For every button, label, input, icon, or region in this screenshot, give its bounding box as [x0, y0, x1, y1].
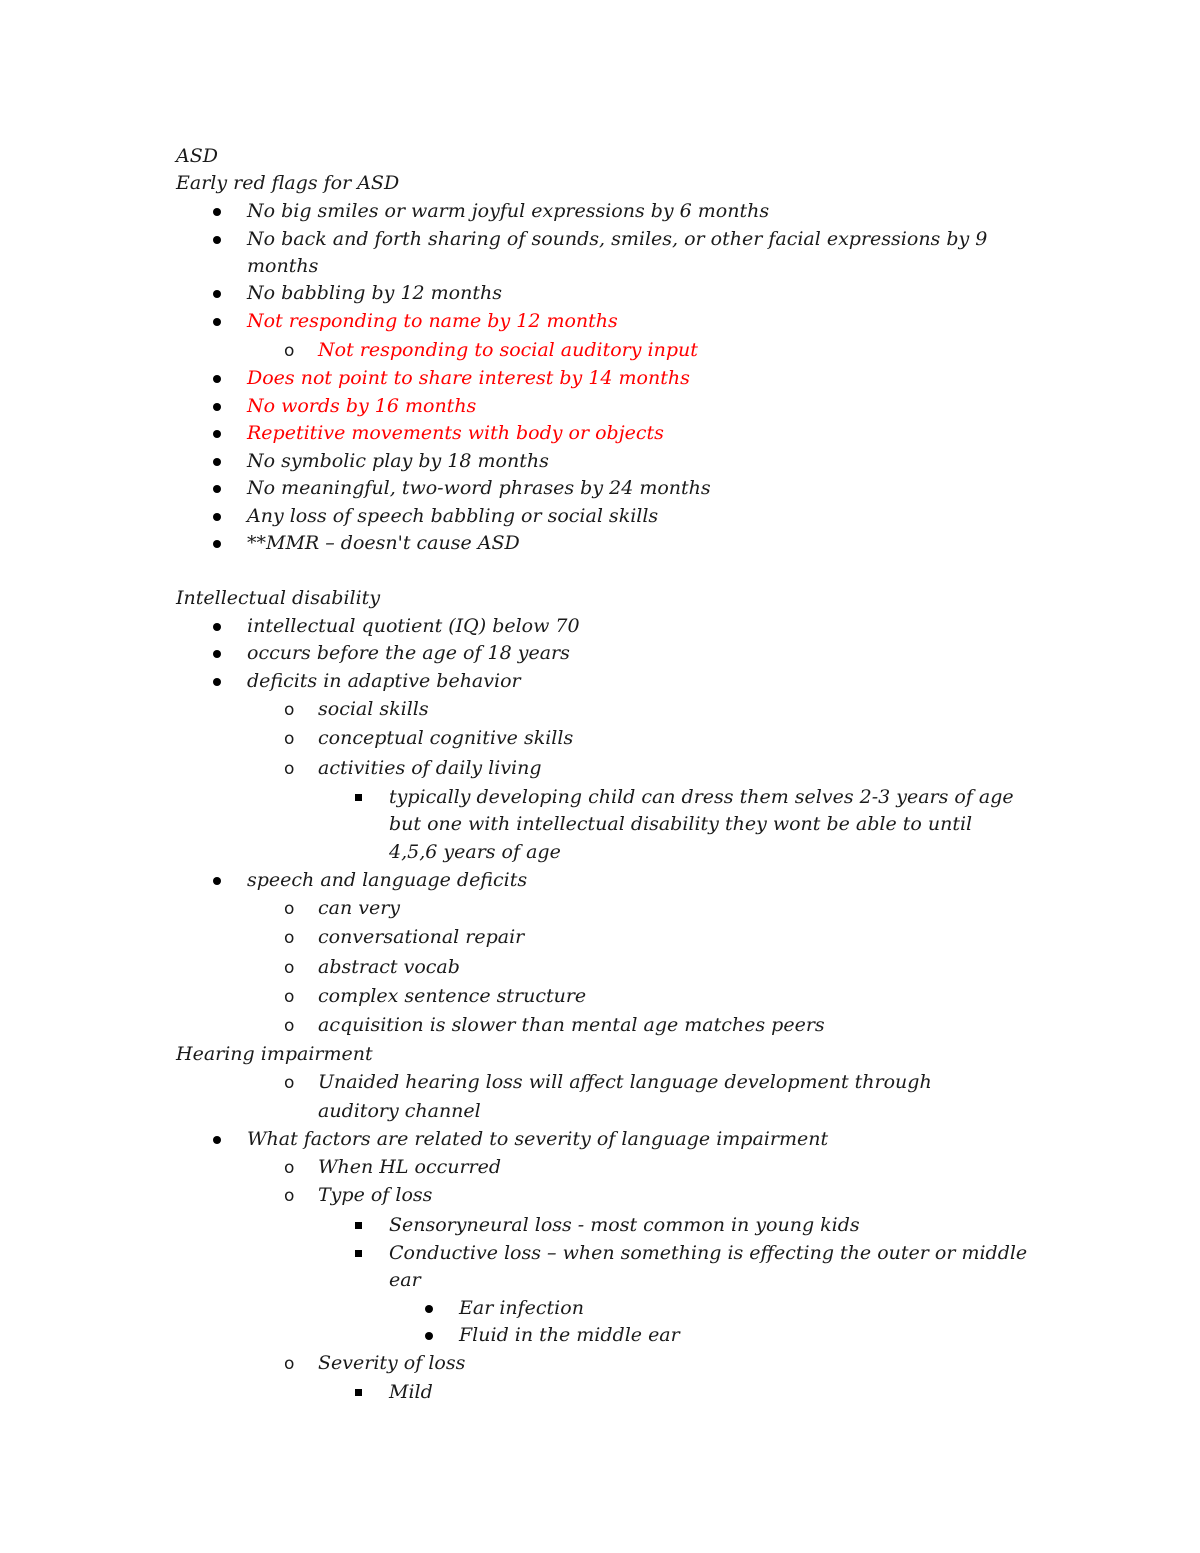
section-heading: Intellectual disability — [176, 587, 381, 609]
list-item-text: months — [247, 255, 319, 277]
list-item-text: Not responding to social auditory input — [318, 339, 698, 361]
bullet-marker — [425, 1332, 433, 1340]
list-item-text: Does not point to share interest by 14 months — [247, 367, 690, 389]
list-item-text: ear — [389, 1269, 421, 1291]
list-item-text: 4,5,6 years of age — [389, 841, 561, 863]
square-marker — [355, 1250, 362, 1257]
list-item-text: No big smiles or warm joyful expressions by 6 months — [247, 200, 770, 222]
list-item-text: Mild — [389, 1381, 433, 1403]
bullet-marker — [425, 1305, 433, 1313]
list-item-text: complex sentence structure — [318, 985, 587, 1007]
list-item-text: No symbolic play by 18 months — [247, 450, 549, 472]
bullet-marker — [213, 458, 221, 466]
list-item-text: auditory channel — [318, 1100, 481, 1122]
list-item-text: Sensoryneural loss - most common in young kids — [389, 1214, 860, 1236]
circle-marker: o — [284, 729, 295, 749]
list-item-text: can very — [318, 897, 401, 919]
square-marker — [355, 1389, 362, 1396]
list-item-text: When HL occurred — [318, 1156, 502, 1178]
section-heading: Hearing impairment — [176, 1043, 373, 1065]
list-item-text: intellectual quotient (IQ) below 70 — [247, 615, 580, 637]
bullet-marker — [213, 513, 221, 521]
list-item-text: No meaningful, two-word phrases by 24 months — [247, 477, 711, 499]
list-item-text: acquisition is slower than mental age matches peers — [318, 1014, 825, 1036]
bullet-marker — [213, 208, 221, 216]
list-item-text: abstract vocab — [318, 956, 460, 978]
list-item-text: No babbling by 12 months — [247, 282, 502, 304]
bullet-marker — [213, 430, 221, 438]
list-item-text: No words by 16 months — [247, 395, 477, 417]
list-item-text: conceptual cognitive skills — [318, 727, 574, 749]
circle-marker: o — [284, 1016, 295, 1036]
bullet-marker — [213, 540, 221, 548]
bullet-marker — [213, 290, 221, 298]
list-item-text: Unaided hearing loss will affect language development through — [318, 1071, 932, 1093]
list-item-text: activities of daily living — [318, 757, 542, 779]
list-item-text: **MMR – doesn't cause ASD — [247, 532, 520, 554]
list-item-text: No back and forth sharing of sounds, smiles, or other facial expressions by 9 — [247, 228, 988, 250]
list-item-text: speech and language deficits — [247, 869, 528, 891]
list-item-text: What factors are related to severity of language impairment — [247, 1128, 829, 1150]
bullet-marker — [213, 877, 221, 885]
list-item-text: Ear infection — [459, 1297, 584, 1319]
bullet-marker — [213, 375, 221, 383]
circle-marker: o — [284, 1186, 295, 1206]
bullet-marker — [213, 678, 221, 686]
list-item-text: conversational repair — [318, 926, 525, 948]
circle-marker: o — [284, 1073, 295, 1093]
circle-marker: o — [284, 899, 295, 919]
circle-marker: o — [284, 928, 295, 948]
section-heading: Early red flags for ASD — [176, 172, 400, 194]
list-item-text: Any loss of speech babbling or social skills — [247, 505, 659, 527]
circle-marker: o — [284, 1354, 295, 1374]
circle-marker: o — [284, 341, 295, 361]
square-marker — [355, 794, 362, 801]
circle-marker: o — [284, 987, 295, 1007]
square-marker — [355, 1222, 362, 1229]
list-item-text: Repetitive movements with body or objects — [247, 422, 664, 444]
circle-marker: o — [284, 700, 295, 720]
list-item-text: Type of loss — [318, 1184, 433, 1206]
bullet-marker — [213, 318, 221, 326]
list-item-text: Severity of loss — [318, 1352, 466, 1374]
bullet-marker — [213, 1136, 221, 1144]
bullet-marker — [213, 403, 221, 411]
list-item-text: Not responding to name by 12 months — [247, 310, 618, 332]
list-item-text: occurs before the age of 18 years — [247, 642, 570, 664]
bullet-marker — [213, 485, 221, 493]
section-heading: ASD — [176, 145, 218, 167]
bullet-marker — [213, 623, 221, 631]
bullet-marker — [213, 236, 221, 244]
circle-marker: o — [284, 958, 295, 978]
list-item-text: Conductive loss – when something is effecting the outer or middle — [389, 1242, 1028, 1264]
list-item-text: Fluid in the middle ear — [459, 1324, 680, 1346]
circle-marker: o — [284, 759, 295, 779]
list-item-text: social skills — [318, 698, 429, 720]
list-item-text: typically developing child can dress them selves 2-3 years of age — [389, 786, 1014, 808]
list-item-text: deficits in adaptive behavior — [247, 670, 521, 692]
circle-marker: o — [284, 1158, 295, 1178]
bullet-marker — [213, 650, 221, 658]
list-item-text: but one with intellectual disability they wont be able to until — [389, 813, 973, 835]
